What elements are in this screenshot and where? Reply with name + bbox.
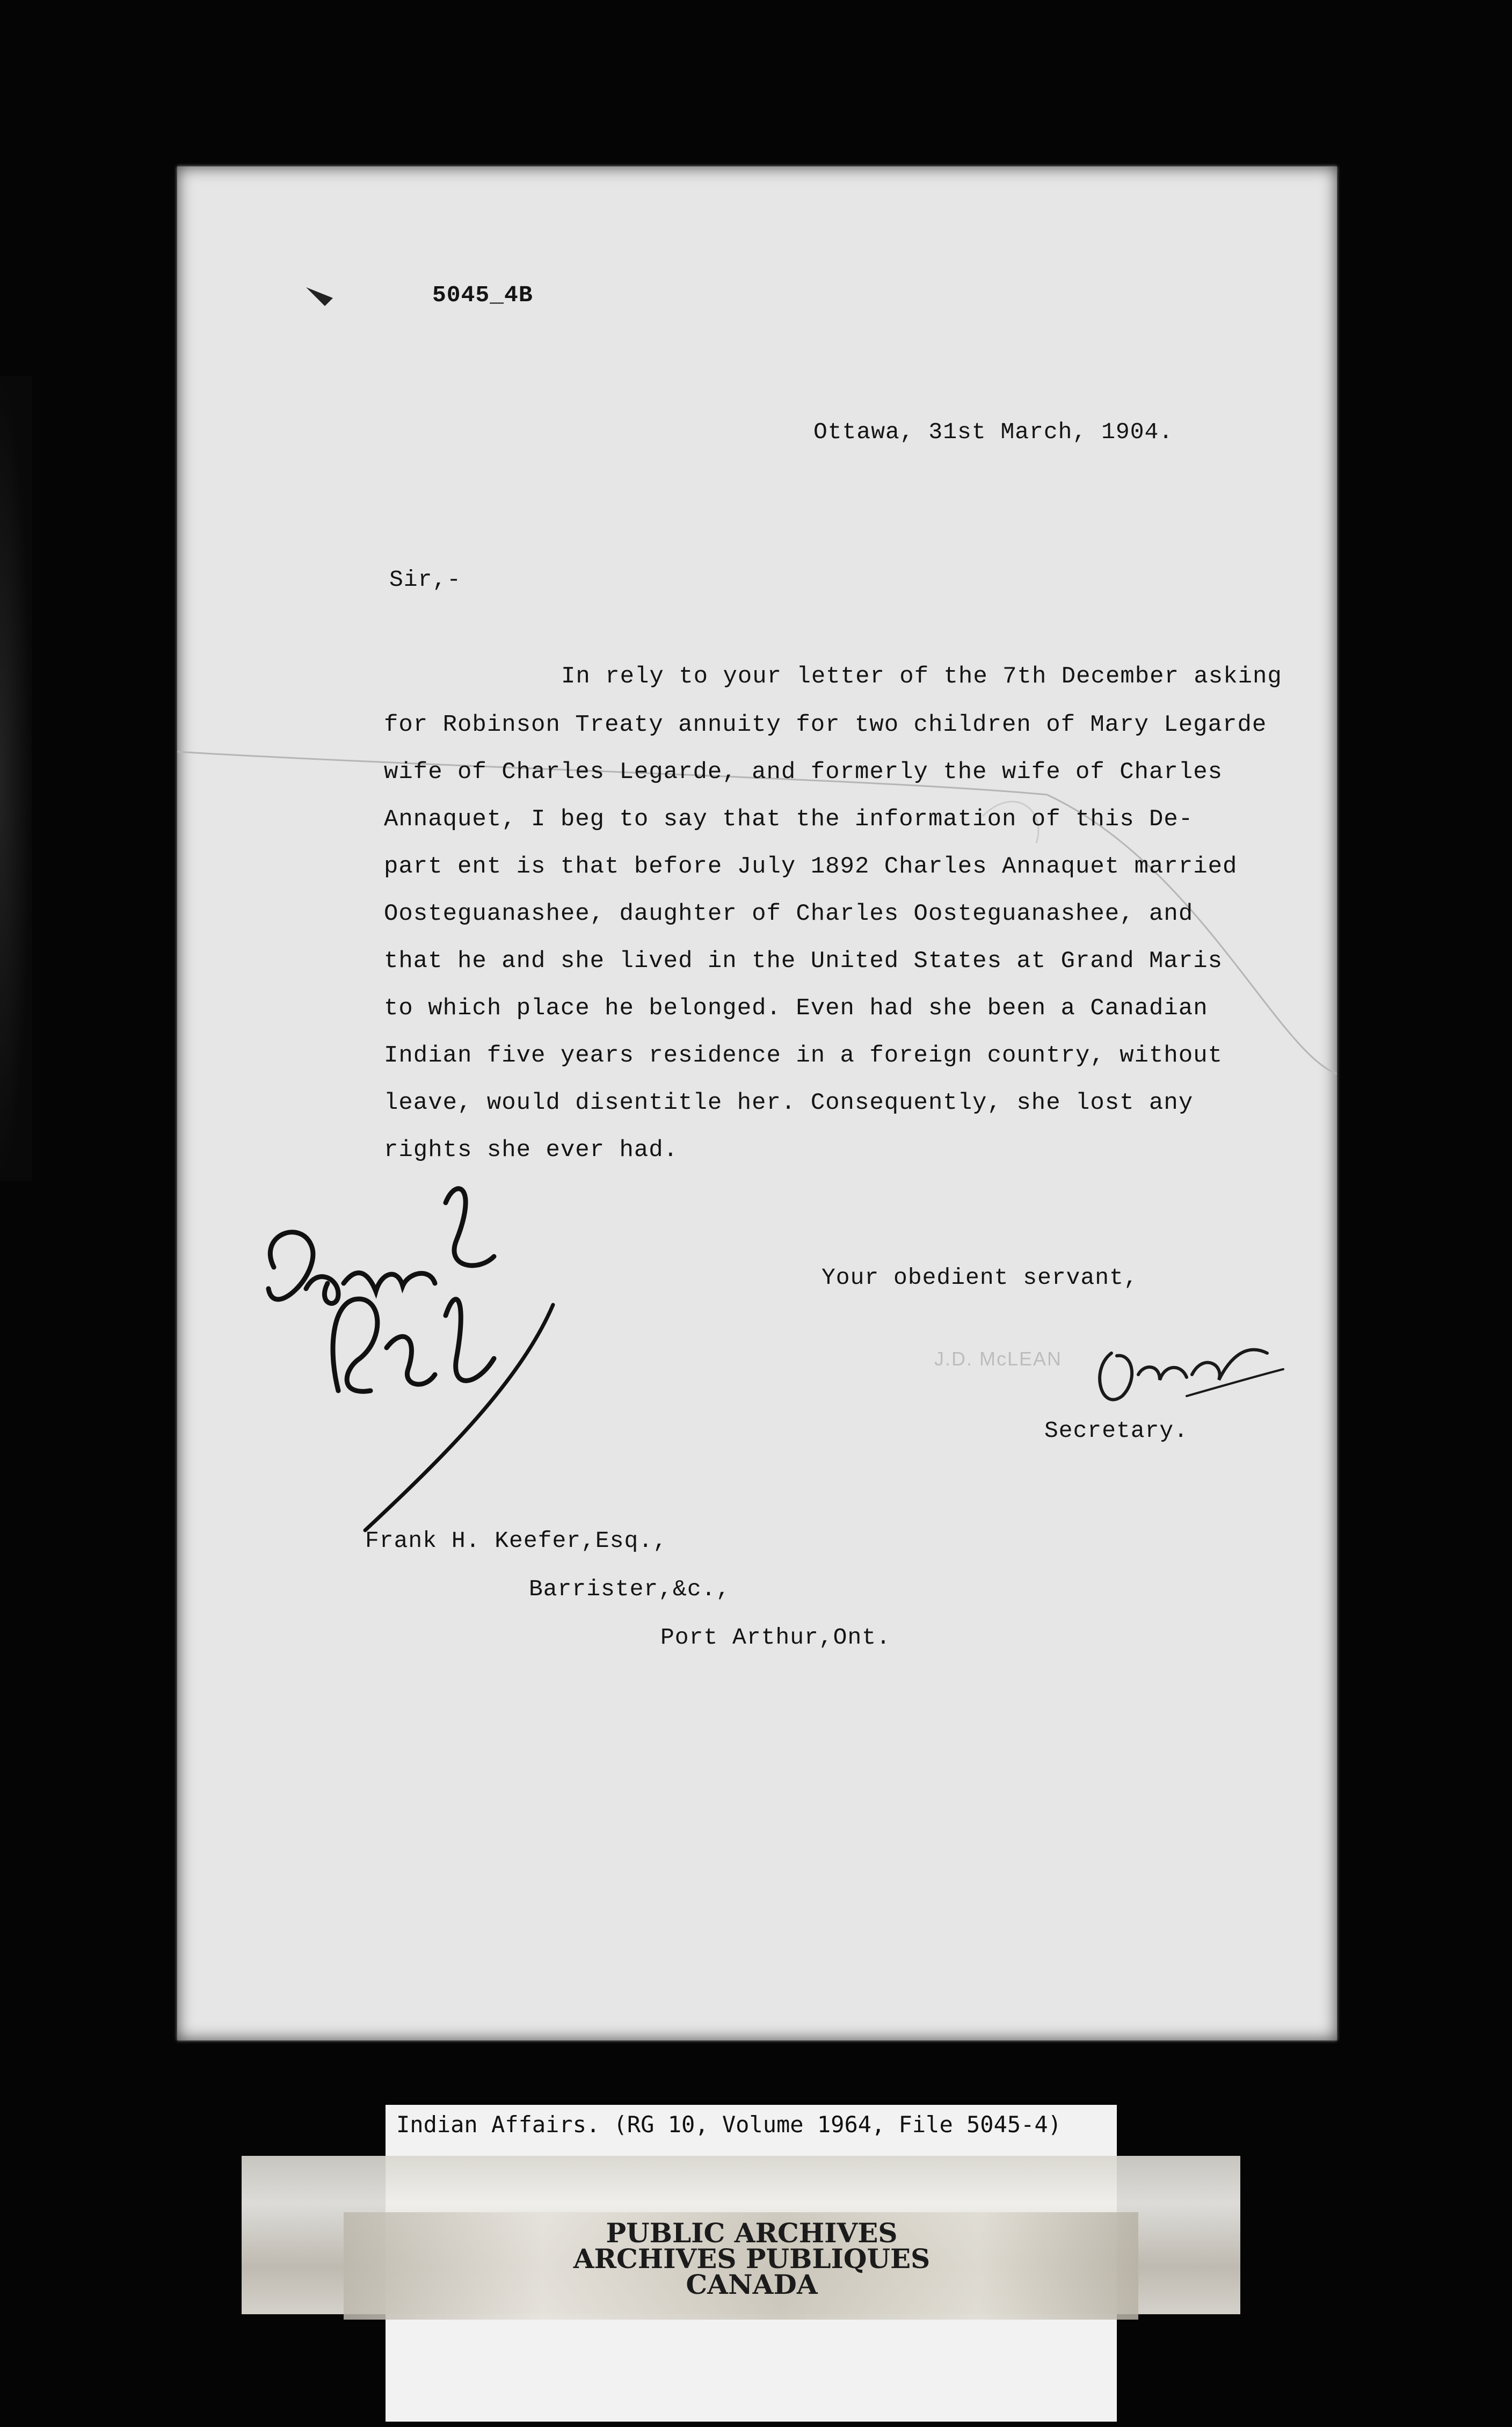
body-line: part ent is that before July 1892 Charles Annaquet married xyxy=(384,853,1238,880)
file-number: 5045_4B xyxy=(432,282,533,308)
body-line: for Robinson Treaty annuity for two children of Mary Legarde xyxy=(384,711,1267,738)
body-line: Annaquet, I beg to say that the information of this De- xyxy=(384,806,1194,833)
body-line: wife of Charles Legarde, and formerly the wife of Charles xyxy=(384,759,1223,786)
body-line: to which place he belonged. Even had she been a Canadian xyxy=(384,995,1208,1022)
addressee-title: Barrister,&c., xyxy=(529,1576,731,1602)
salutation: Sir,- xyxy=(389,566,462,593)
signature-title: Secretary. xyxy=(1044,1418,1189,1444)
corner-mark xyxy=(306,287,333,306)
handwritten-initials xyxy=(268,1189,553,1530)
archive-stamp-line: ARCHIVES PUBLIQUES xyxy=(573,2243,931,2275)
date-line: Ottawa, 31st March, 1904. xyxy=(813,419,1174,445)
addressee-name: Frank H. Keefer,Esq., xyxy=(365,1528,667,1554)
closing: Your obedient servant, xyxy=(822,1265,1138,1291)
faint-name-stamp: J.D. McLEAN xyxy=(934,1348,1063,1370)
secretary-signature xyxy=(1100,1350,1283,1400)
body-line: Oosteguanashee, daughter of Charles Oosteguanashee, and xyxy=(384,900,1194,927)
archive-stamp-line: CANADA xyxy=(686,2269,818,2300)
body-line: leave, would disentitle her. Consequently, she lost any xyxy=(384,1089,1194,1116)
body-line: Indian five years residence in a foreign country, without xyxy=(384,1042,1223,1069)
archive-reference: Indian Affairs. (RG 10, Volume 1964, File 5045-4) xyxy=(396,2111,1062,2138)
archive-stamp xyxy=(537,2217,966,2300)
scan-edge-shadow xyxy=(0,376,32,1181)
body-line: that he and she lived in the United States at Grand Maris xyxy=(384,948,1223,975)
addressee-place: Port Arthur,Ont. xyxy=(660,1624,891,1651)
archive-stamp-line: PUBLIC ARCHIVES xyxy=(606,2217,898,2249)
body-line: In rely to your letter of the 7th December asking xyxy=(561,663,1282,690)
body-line: rights she ever had. xyxy=(384,1137,679,1164)
letter-page xyxy=(177,166,1337,2040)
